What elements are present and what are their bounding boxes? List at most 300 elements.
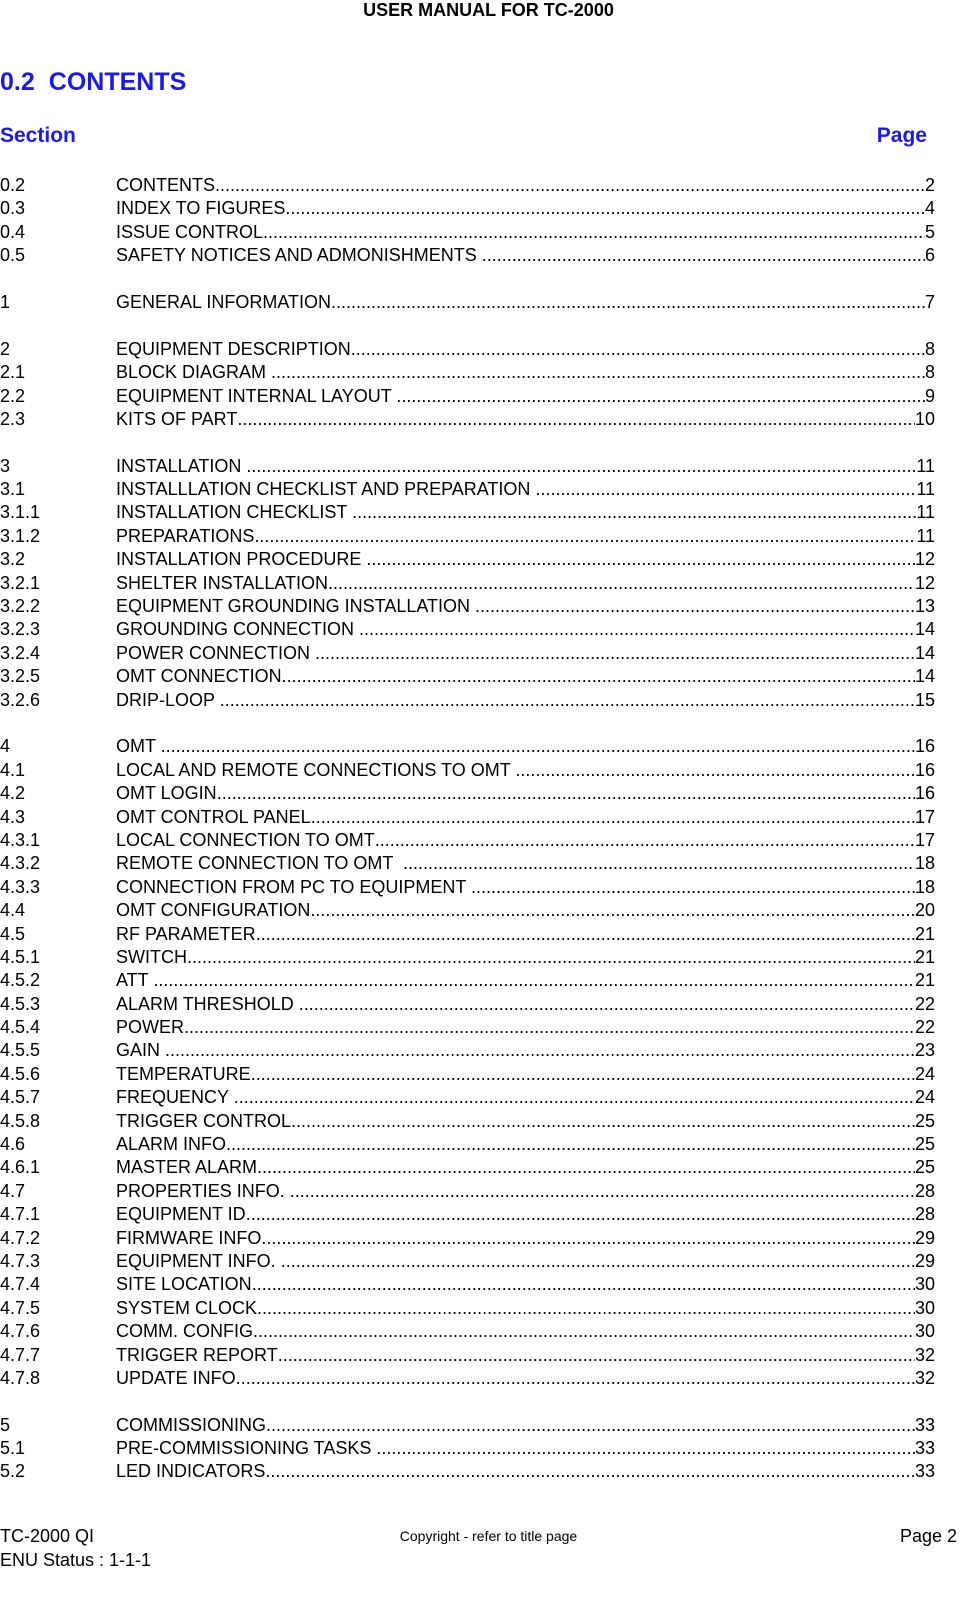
toc-entry[interactable] (0, 244, 935, 267)
toc-dot-leader (257, 1297, 915, 1320)
toc-entry[interactable] (0, 618, 935, 641)
toc-dot-leader (278, 1344, 915, 1367)
toc-entry-line (116, 829, 935, 852)
toc-entry[interactable] (0, 174, 935, 197)
toc-entry[interactable] (0, 455, 935, 478)
toc-dot-leader (285, 197, 925, 220)
toc-entry[interactable] (0, 1110, 935, 1133)
toc-entry-page: 23 (914, 1040, 935, 1061)
toc-entry[interactable] (0, 1016, 935, 1039)
toc-entry[interactable] (0, 1227, 935, 1250)
toc-dot-leader (375, 829, 915, 852)
toc-entry[interactable] (0, 829, 935, 852)
toc-entry[interactable] (0, 689, 935, 712)
toc-entry-title: EQUIPMENT INTERNAL LAYOUT (116, 385, 397, 406)
toc-dot-leader (515, 759, 915, 782)
toc-entry[interactable] (0, 759, 935, 782)
toc-entry-page: 21 (914, 946, 935, 967)
toc-entry-line (116, 174, 935, 197)
toc-entry-page: 9 (924, 385, 935, 406)
toc-entry-line (116, 993, 935, 1016)
toc-entry-title: INSTALLLATION CHECKLIST AND PREPARATION (116, 479, 536, 500)
toc-dot-leader (153, 969, 915, 992)
toc-entry-number: 3.2.3 (0, 619, 41, 640)
toc-entry-line (116, 1133, 935, 1156)
toc-entry-line (116, 1250, 935, 1273)
toc-entry-line (116, 1016, 935, 1039)
toc-entry[interactable] (0, 1414, 935, 1437)
toc-entry[interactable] (0, 782, 935, 805)
toc-entry[interactable] (0, 1250, 935, 1273)
toc-entry-title: CONNECTION FROM PC TO EQUIPMENT (116, 876, 472, 897)
toc-dot-leader (252, 1273, 915, 1296)
toc-entry-title: SYSTEM CLOCK (116, 1297, 258, 1318)
toc-entry-number: 1 (0, 291, 11, 312)
toc-entry[interactable] (0, 876, 935, 899)
toc-entry-page: 18 (914, 853, 935, 874)
toc-dot-leader (266, 1227, 915, 1250)
toc-entry-page: 32 (914, 1367, 935, 1388)
toc-entry-page: 21 (914, 923, 935, 944)
toc-entry[interactable] (0, 923, 935, 946)
toc-entry-number: 0.5 (0, 245, 26, 266)
toc-entry-title: EQUIPMENT DESCRIPTION (116, 338, 351, 359)
toc-entry-title: RF PARAMETER (116, 923, 256, 944)
toc-entry[interactable] (0, 548, 935, 571)
toc-entry-number: 3.2.2 (0, 596, 41, 617)
toc-entry-line (116, 408, 935, 431)
toc-dot-leader (165, 1039, 915, 1062)
toc-entry[interactable] (0, 385, 935, 408)
toc-entry-number: 4.7.2 (0, 1227, 41, 1248)
toc-entry-line (116, 221, 935, 244)
toc-entry-page: 11 (916, 525, 935, 546)
toc-entry-number: 4.6.1 (0, 1157, 41, 1178)
toc-entry-line (116, 876, 935, 899)
toc-entry-line (116, 1110, 935, 1133)
toc-entry-number: 4.5.4 (0, 1017, 41, 1038)
toc-entry-line (116, 782, 935, 805)
toc-dot-leader (331, 291, 925, 314)
toc-entry-number: 3.2.1 (0, 572, 41, 593)
toc-entry-number: 4.6 (0, 1134, 26, 1155)
toc-entry-title: EQUIPMENT GROUNDING INSTALLATION (116, 596, 476, 617)
toc-entry-number: 4.4 (0, 900, 26, 921)
toc-dot-leader (184, 1016, 915, 1039)
toc-entry-title: PRE-COMMISSIONING TASKS (116, 1438, 377, 1459)
toc-dot-leader (251, 1063, 915, 1086)
toc-entry-number: 5.2 (0, 1461, 26, 1482)
toc-dot-leader (376, 1437, 915, 1460)
toc-entry[interactable] (0, 525, 935, 548)
toc-entry-page: 2 (924, 175, 935, 195)
toc-entry-title: OMT LOGIN (116, 783, 217, 804)
toc-entry-number: 4.7.3 (0, 1250, 41, 1271)
toc-entry[interactable] (0, 1039, 935, 1062)
toc-entry-page: 5 (924, 221, 935, 242)
toc-entry-line (116, 1273, 935, 1296)
toc-entry-title: INSTALLATION CHECKLIST (116, 502, 353, 523)
toc-entry-number: 4.2 (0, 783, 26, 804)
contents-heading-number: 0.2 (0, 68, 35, 96)
toc-entry-number: 4.5.1 (0, 946, 41, 967)
toc-entry-title: OMT (116, 736, 161, 757)
toc-entry-number: 2.3 (0, 408, 26, 429)
toc-entry[interactable] (0, 221, 935, 244)
toc-entry[interactable] (0, 1273, 935, 1296)
toc-entry-title: INSTALLATION PROCEDURE (116, 549, 367, 570)
toc-entry-page: 20 (914, 900, 935, 921)
toc-entry-page: 24 (914, 1063, 935, 1084)
toc-entry-line (116, 525, 935, 548)
section-column-label: Section (0, 124, 76, 147)
toc-entry-number: 4.7.6 (0, 1321, 41, 1342)
toc-entry-line (116, 595, 935, 618)
toc-entry[interactable] (0, 501, 935, 524)
toc-entry[interactable] (0, 361, 935, 384)
toc-dot-leader (328, 572, 915, 595)
toc-entry-line (116, 665, 935, 688)
toc-entry-line (116, 1367, 935, 1390)
toc-dot-leader (351, 338, 925, 361)
toc-entry[interactable] (0, 572, 935, 595)
toc-entry-page: 13 (914, 596, 935, 617)
toc-entry-number: 4.5.2 (0, 970, 41, 991)
toc-entry-line (116, 1086, 935, 1109)
toc-entry[interactable] (0, 1297, 935, 1320)
toc-entry[interactable] (0, 899, 935, 922)
footer-status: ENU Status : 1-1-1 (0, 1550, 152, 1570)
toc-entry-title: LOCAL CONNECTION TO OMT (116, 829, 375, 850)
toc-entry-title: REMOTE CONNECTION TO OMT (116, 853, 404, 874)
toc-entry-page: 30 (914, 1274, 935, 1295)
toc-entry[interactable] (0, 1180, 935, 1203)
toc-entry-page: 17 (914, 806, 935, 827)
toc-entry-title: ISSUE CONTROL (116, 221, 264, 242)
toc-entry[interactable] (0, 665, 935, 688)
toc-entry-line (116, 455, 935, 478)
toc-dot-leader (366, 548, 915, 571)
toc-dot-leader (396, 385, 925, 408)
toc-entry[interactable] (0, 338, 935, 361)
toc-entry[interactable] (0, 642, 935, 665)
toc-entry[interactable] (0, 1086, 935, 1109)
toc-entry[interactable] (0, 478, 935, 501)
footer-copyright: Copyright - refer to title page (399, 1528, 578, 1544)
toc-entry-number: 5 (0, 1414, 11, 1435)
toc-entry-page: 30 (914, 1321, 935, 1342)
toc-entry-page: 17 (914, 829, 935, 850)
toc-entry-page: 29 (914, 1227, 935, 1248)
toc-entry[interactable] (0, 1437, 935, 1460)
toc-entry-page: 8 (924, 362, 935, 383)
toc-entry-title: OMT CONFIGURATION (116, 900, 311, 921)
contents-heading (0, 68, 186, 97)
toc-entry-page: 6 (924, 245, 935, 266)
toc-entry-title: MASTER ALARM (116, 1157, 258, 1178)
toc-entry[interactable] (0, 735, 935, 758)
toc-entry-line (116, 689, 935, 712)
toc-entry-title: ALARM INFO (116, 1134, 227, 1155)
toc-entry-number: 4.5.7 (0, 1087, 41, 1108)
toc-entry-page: 11 (916, 502, 935, 523)
toc-entry-number: 3.1.2 (0, 525, 41, 546)
toc-dot-leader (299, 993, 915, 1016)
running-header: USER MANUAL FOR TC-2000 (363, 0, 614, 20)
toc-entry-page: 30 (914, 1297, 935, 1318)
toc-entry-line (116, 759, 935, 782)
toc-entry-page: 29 (914, 1250, 935, 1271)
toc-entry-page: 24 (914, 1087, 935, 1108)
toc-dot-leader (291, 1110, 915, 1133)
toc-entry-number: 4.3.1 (0, 829, 41, 850)
toc-entry-title: OMT CONTROL PANEL (116, 806, 311, 827)
toc-entry-number: 3.1.1 (0, 502, 41, 523)
toc-entry-line (116, 291, 935, 314)
toc-entry-page: 4 (924, 198, 935, 219)
toc-dot-leader (226, 1133, 915, 1156)
toc-entry-title: GROUNDING CONNECTION (116, 619, 359, 640)
toc-entry-line (116, 1156, 935, 1179)
toc-entry-title: INSTALLATION (116, 455, 247, 476)
toc-dot-leader (187, 946, 915, 969)
toc-dot-leader (220, 689, 915, 712)
toc-dot-leader (266, 1414, 915, 1437)
toc-dot-leader (482, 244, 925, 267)
toc-entry[interactable] (0, 1367, 935, 1390)
toc-entry-number: 2.1 (0, 362, 26, 383)
toc-entry-number: 4.3 (0, 806, 26, 827)
toc-entry-page: 12 (914, 549, 935, 570)
toc-dot-leader (263, 221, 925, 244)
toc-entry-page: 16 (914, 759, 935, 780)
toc-entry-line (116, 1063, 935, 1086)
toc-entry-number: 5.1 (0, 1438, 26, 1459)
toc-entry-line (116, 572, 935, 595)
toc-entry-line (116, 618, 935, 641)
toc-entry[interactable] (0, 806, 935, 829)
toc-dot-leader (311, 806, 915, 829)
toc-entry-number: 3.1 (0, 479, 26, 500)
toc-entry[interactable] (0, 1156, 935, 1179)
toc-entry-page: 11 (916, 455, 935, 476)
toc-entry-line (116, 1414, 935, 1437)
toc-entry[interactable] (0, 993, 935, 1016)
toc-entry[interactable] (0, 408, 935, 431)
toc-entry-title: COMM. CONFIG (116, 1321, 253, 1342)
toc-entry-line (116, 1180, 935, 1203)
toc-entry[interactable] (0, 595, 935, 618)
toc-entry-title: LED INDICATORS (116, 1461, 266, 1482)
toc-entry-number: 4 (0, 736, 11, 757)
toc-entry-page: 15 (914, 689, 935, 710)
toc-entry-number: 3.2.6 (0, 689, 41, 710)
toc-entry-line (116, 923, 935, 946)
toc-entry-number: 3.2.4 (0, 642, 41, 663)
toc-entry[interactable] (0, 1063, 935, 1086)
toc-entry-number: 4.5.8 (0, 1110, 41, 1131)
toc-entry-number: 4.7.4 (0, 1274, 41, 1295)
page-column-label: Page (876, 124, 927, 147)
toc-entry-title: LOCAL AND REMOTE CONNECTIONS TO OMT (116, 759, 516, 780)
toc-entry-line (116, 1039, 935, 1062)
toc-entry-number: 4.7.5 (0, 1297, 41, 1318)
toc-dot-leader (535, 478, 916, 501)
toc-dot-leader (254, 525, 916, 548)
toc-entry-number: 4.5.5 (0, 1040, 41, 1061)
toc-entry-title: SAFETY NOTICES AND ADMONISHMENTS (116, 245, 482, 266)
toc-entry-number: 2 (0, 338, 11, 359)
toc-entry-page: 14 (914, 642, 935, 663)
toc-dot-leader (217, 782, 915, 805)
toc-entry-line (116, 1344, 935, 1367)
toc-entry-line (116, 548, 935, 571)
toc-entry-title: TRIGGER CONTROL (116, 1110, 292, 1131)
toc-dot-leader (290, 1180, 915, 1203)
toc-entry-page: 18 (914, 876, 935, 897)
toc-entry-line (116, 244, 935, 267)
toc-entry-line (116, 969, 935, 992)
toc-entry[interactable] (0, 1460, 935, 1483)
toc-entry-title: CONTENTS (116, 175, 215, 195)
toc-entry-page: 8 (924, 338, 935, 359)
toc-entry-title: ATT (116, 970, 154, 991)
toc-entry-title: GENERAL INFORMATION (116, 291, 332, 312)
toc-entry-line (116, 1297, 935, 1320)
toc-dot-leader (215, 174, 925, 197)
toc-entry-line (116, 361, 935, 384)
toc-entry-page: 16 (914, 783, 935, 804)
toc-entry-title: EQUIPMENT INFO. (116, 1250, 281, 1271)
toc-dot-leader (237, 408, 915, 431)
toc-entry[interactable] (0, 946, 935, 969)
toc-entry-number: 4.7.1 (0, 1204, 41, 1225)
toc-entry-number: 3 (0, 455, 11, 476)
toc-entry-title: OMT CONNECTION (116, 666, 282, 687)
toc-entry-line (116, 946, 935, 969)
toc-entry-number: 0.2 (0, 175, 26, 195)
toc-entry-number: 3.2 (0, 549, 26, 570)
toc-entry-page: 16 (914, 736, 935, 757)
toc-entry-title: SITE LOCATION (116, 1274, 252, 1295)
toc-entry-number: 0.4 (0, 221, 26, 242)
toc-entry-number: 4.3.2 (0, 853, 41, 874)
contents-heading-title: CONTENTS (48, 68, 187, 96)
toc-entry-page: 33 (914, 1414, 935, 1435)
footer-page-number: Page 2 (899, 1526, 957, 1546)
toc-entry-line (116, 1203, 935, 1226)
toc-entry-title: PROPERTIES INFO. (116, 1180, 290, 1201)
toc-entry-title: FIRMWARE INFO. (116, 1227, 267, 1248)
toc-entry-line (116, 501, 935, 524)
toc-entry-title: UPDATE INFO. (116, 1367, 241, 1388)
toc-entry-line (116, 197, 935, 220)
toc-dot-leader (246, 455, 916, 478)
toc-entry-title: KITS OF PART (116, 408, 238, 429)
toc-entry[interactable] (0, 291, 935, 314)
toc-entry-line (116, 899, 935, 922)
toc-entry-page: 25 (914, 1157, 935, 1178)
toc-entry-number: 3.2.5 (0, 666, 41, 687)
toc-entry-title: TEMPERATURE (116, 1063, 251, 1084)
toc-entry-page: 22 (914, 993, 935, 1014)
toc-entry-page: 14 (914, 666, 935, 687)
toc-entry-title: EQUIPMENT ID (116, 1204, 246, 1225)
toc-entry-title: POWER CONNECTION (116, 642, 316, 663)
toc-dot-leader (403, 852, 915, 875)
toc-entry-number: 4.5 (0, 923, 26, 944)
toc-entry-number: 4.7 (0, 1180, 26, 1201)
toc-entry-number: 4.7.8 (0, 1367, 41, 1388)
footer-doc-id: TC-2000 QI (0, 1526, 95, 1546)
toc-entry-page: 11 (916, 479, 935, 500)
toc-dot-leader (253, 1320, 915, 1343)
toc-entry-number: 2.2 (0, 385, 26, 406)
toc-entry-line (116, 806, 935, 829)
toc-entry-title: PREPARATIONS (116, 525, 255, 546)
toc-entry-page: 22 (914, 1017, 935, 1038)
toc-entry-line (116, 1227, 935, 1250)
toc-entry-line (116, 852, 935, 875)
toc-entry[interactable] (0, 197, 935, 220)
toc-dot-leader (475, 595, 915, 618)
toc-dot-leader (256, 923, 915, 946)
toc-entry[interactable] (0, 969, 935, 992)
toc-entry-number: 4.1 (0, 759, 26, 780)
toc-entry-title: POWER (116, 1017, 185, 1038)
toc-entry-number: 4.7.7 (0, 1344, 41, 1365)
toc-entry-title: TRIGGER REPORT (116, 1344, 278, 1365)
toc-entry-number: 4.5.3 (0, 993, 41, 1014)
toc-entry[interactable] (0, 1344, 935, 1367)
table-of-contents (0, 174, 935, 1484)
toc-entry-title: GAIN (116, 1040, 166, 1061)
toc-entry-number: 0.3 (0, 198, 26, 219)
toc-entry-page: 7 (924, 291, 935, 312)
toc-entry-page: 21 (914, 970, 935, 991)
toc-dot-leader (471, 876, 915, 899)
toc-entry-title: DRIP-LOOP (116, 689, 220, 710)
toc-dot-leader (246, 1203, 915, 1226)
toc-entry-line (116, 385, 935, 408)
toc-entry-title: BLOCK DIAGRAM (116, 362, 272, 383)
toc-entry-line (116, 1460, 935, 1483)
toc-entry-page: 25 (914, 1110, 935, 1131)
toc-entry-page: 33 (914, 1461, 935, 1482)
toc-entry-title: ALARM THRESHOLD (116, 993, 299, 1014)
toc-entry[interactable] (0, 1203, 935, 1226)
toc-entry[interactable] (0, 852, 935, 875)
toc-dot-leader (161, 735, 915, 758)
toc-entry[interactable] (0, 1133, 935, 1156)
toc-entry-page: 14 (914, 619, 935, 640)
toc-dot-leader (315, 642, 915, 665)
toc-entry-page: 28 (914, 1180, 935, 1201)
toc-entry-line (116, 642, 935, 665)
toc-entry-line (116, 735, 935, 758)
toc-entry[interactable] (0, 1320, 935, 1343)
toc-dot-leader (359, 618, 915, 641)
toc-entry-number: 4.3.3 (0, 876, 41, 897)
toc-entry-title: SHELTER INSTALLATION (116, 572, 329, 593)
toc-dot-leader (281, 1250, 915, 1273)
toc-entry-number: 4.5.6 (0, 1063, 41, 1084)
toc-entry-page: 28 (914, 1204, 935, 1225)
toc-entry-page: 10 (914, 408, 935, 429)
toc-entry-page: 32 (914, 1344, 935, 1365)
toc-entry-page: 12 (914, 572, 935, 593)
toc-dot-leader (310, 899, 915, 922)
